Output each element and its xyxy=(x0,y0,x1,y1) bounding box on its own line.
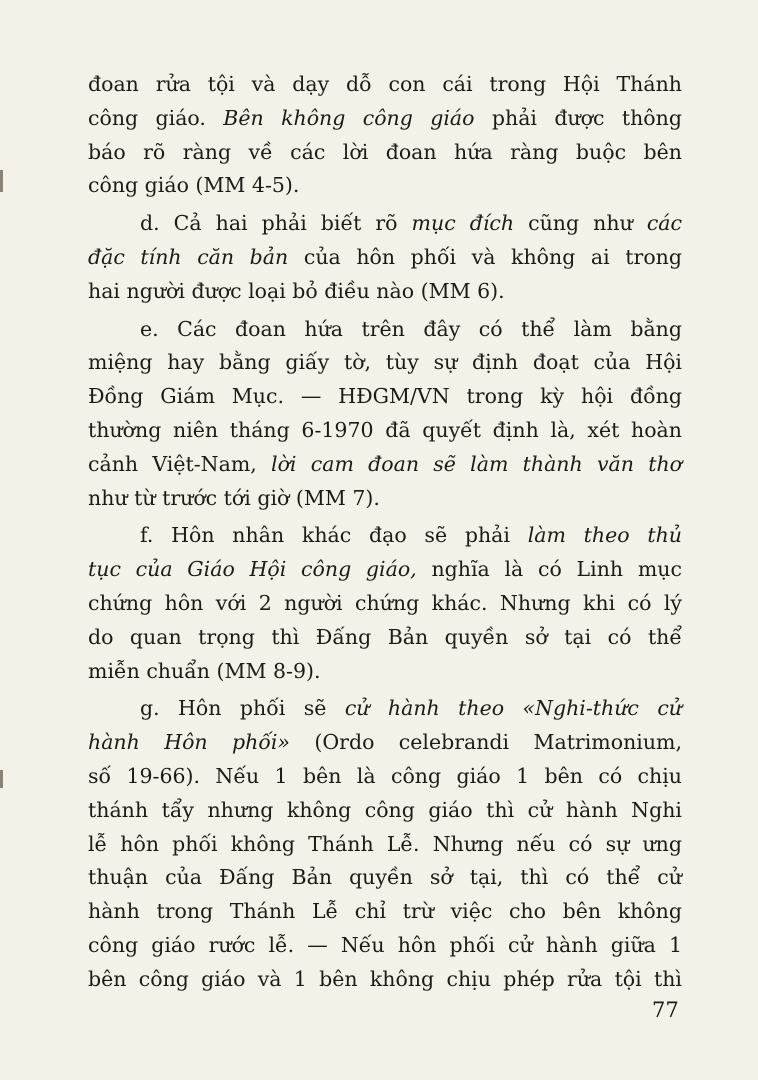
text-line: chứng hôn với 2 người chứng khác. Nhưng khi có lý xyxy=(88,590,682,615)
text-line: thánh tẩy nhưng không công giáo thì cử hành Nghi xyxy=(88,797,682,822)
text-line: hành Hôn phối» (Ordo celebrandi Matrimonium, xyxy=(88,730,682,755)
text-line: số 19-66). Nếu 1 bên là công giáo 1 bên có chịu xyxy=(88,763,682,788)
text-line: cảnh Việt-Nam, lời cam đoan sẽ làm thành văn thơ xyxy=(88,451,682,476)
text-line: g. Hôn phối sẽ cử hành theo «Nghi-thức cử xyxy=(140,696,682,721)
text-line: Đồng Giám Mục. — HĐGM/VN trong kỳ hội đồng xyxy=(88,384,682,409)
italic-text: làm theo thủ xyxy=(527,523,682,548)
italic-text: hành Hôn phối» xyxy=(88,730,290,755)
text-line: công giáo rước lễ. — Nếu hôn phối cử hành giữa 1 xyxy=(88,932,682,957)
page-number: 77 xyxy=(652,998,679,1022)
text-line: d. Cả hai phải biết rõ mục đích cũng như các xyxy=(140,211,682,236)
italic-text: đặc tính căn bản xyxy=(88,244,289,269)
italic-text: các xyxy=(646,211,682,236)
italic-text: tục của Giáo Hội công giáo, xyxy=(88,557,417,582)
text-line: thuận của Đấng Bản quyền sở tại, thì có thể cử xyxy=(88,865,682,890)
text-line: tục của Giáo Hội công giáo, nghĩa là có Linh mục xyxy=(88,557,682,582)
binding-edge-mark xyxy=(0,170,3,192)
body-text xyxy=(88,68,682,997)
text-line: bên công giáo và 1 bên không chịu phép rửa tội thì xyxy=(88,966,682,991)
text-line: hành trong Thánh Lễ chỉ trừ việc cho bên không xyxy=(88,899,682,924)
text-line: báo rõ ràng về các lời đoan hứa ràng buộc bên xyxy=(88,139,682,164)
italic-text: Bên không công giáo xyxy=(223,105,475,130)
text-line: đoan rửa tội và dạy dỗ con cái trong Hội Thánh xyxy=(88,72,682,96)
text-line: lễ hôn phối không Thánh Lễ. Nhưng nếu có sự ưng xyxy=(88,831,682,856)
text-line: miệng hay bằng giấy tờ, tùy sự định đoạt của Hội xyxy=(88,350,682,375)
italic-text: mục đích xyxy=(411,211,515,236)
binding-edge-mark xyxy=(0,770,3,788)
text-line: thường niên tháng 6-1970 đã quyết định là, xét hoàn xyxy=(88,417,682,442)
text-line: đặc tính căn bản của hôn phối và không ai trong xyxy=(88,244,683,269)
italic-text: lời cam đoan sẽ làm thành văn thơ xyxy=(271,451,682,476)
text-line: f. Hôn nhân khác đạo sẽ phải làm theo thủ xyxy=(140,523,682,548)
text-line: do quan trọng thì Đấng Bản quyền sở tại có thể xyxy=(88,624,682,649)
text-line: miễn chuẩn (MM 8-9). xyxy=(88,658,321,683)
italic-text: cử hành theo «Nghi-thức cử xyxy=(344,696,682,721)
text-line: công giáo (MM 4-5). xyxy=(88,173,300,198)
text-line: như từ trước tới giờ (MM 7). xyxy=(88,485,380,510)
text-line: công giáo. Bên không công giáo phải được thông xyxy=(88,105,682,130)
text-line: e. Các đoan hứa trên đây có thể làm bằng xyxy=(140,316,682,341)
text-line: hai người được loại bỏ điều nào (MM 6). xyxy=(88,278,505,303)
